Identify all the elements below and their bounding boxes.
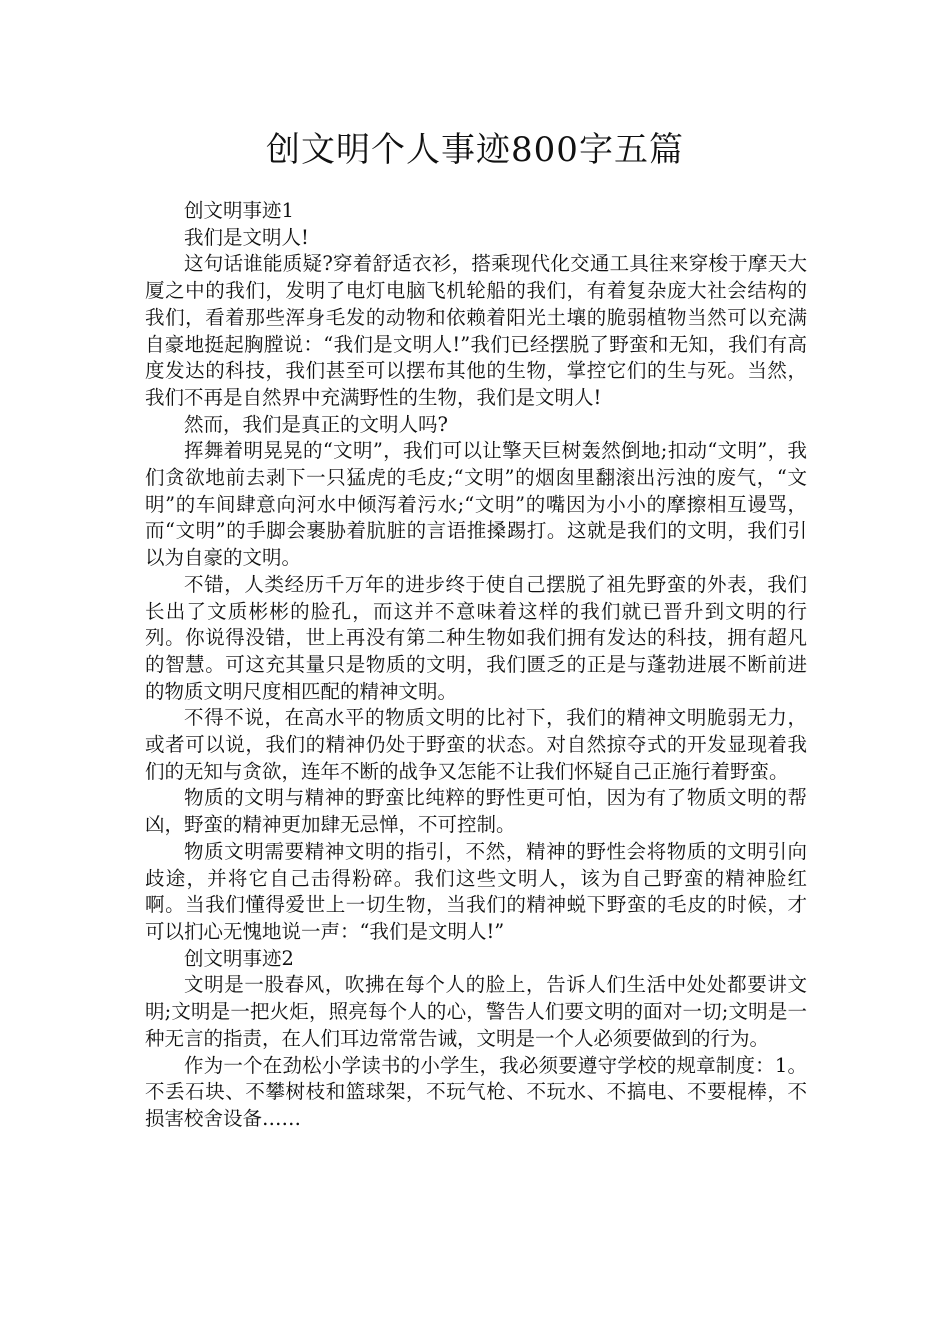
paragraph: 不错，人类经历千万年的进步终于使自己摆脱了祖先野蛮的外表，我们长出了文质彬彬的脸孔，而这并不意味着这样的我们就已晋升到文明的行列。你说得没错，世上再没有第二种生物如我们拥有发达的科技，拥有超凡的智慧。可这充其量只是物质的文明，我们匮乏的正是与蓬勃进展不断前进的物质文明尺度相匹配的精神文明。	[145, 572, 807, 703]
paragraph: 作为一个在劲松小学读书的小学生，我必须要遵守学校的规章制度：1。不丢石块、不攀树枝和篮球架，不玩气枪、不玩水、不搞电、不要棍棒，不损害校舍设备……	[145, 1053, 807, 1130]
paragraph: 然而，我们是真正的文明人吗?	[184, 412, 448, 436]
paragraph: 我们是文明人!	[184, 225, 309, 249]
paragraph: 挥舞着明晃晃的“文明”，我们可以让擎天巨树轰然倒地;扣动“文明”，我们贪欲地前去剥下一只猛虎的毛皮;“文明”的烟囱里翻滚出污浊的废气，“文明”的车间肆意向河水中倾泻着污水;“文明”的嘴因为小小的摩擦相互谩骂，而“文明”的手脚会裹胁着肮脏的言语推搡踢打。这就是我们的文明，我们引以为自豪的文明。	[145, 439, 807, 570]
paragraph: 物质文明需要精神文明的指引，不然，精神的野性会将物质的文明引向歧途，并将它自己击得粉碎。我们这些文明人，该为自己野蛮的精神脸红啊。当我们懂得爱世上一切生物，当我们的精神蜕下野蛮的毛皮的时候，才可以扪心无愧地说一声：“我们是文明人!”	[145, 839, 807, 943]
document-body	[145, 198, 807, 1133]
paragraph: 文明是一股春风，吹拂在每个人的脸上，告诉人们生活中处处都要讲文明;文明是一把火炬，照亮每个人的心，警告人们要文明的面对一切;文明是一种无言的指责，在人们耳边常常告诫，文明是一个人必须要做到的行为。	[145, 973, 807, 1050]
section-heading-2: 创文明事迹2	[184, 946, 294, 970]
paragraph: 不得不说，在高水平的物质文明的比衬下，我们的精神文明脆弱无力，或者可以说，我们的精神仍处于野蛮的状态。对自然掠夺式的开发显现着我们的无知与贪欲，连年不断的战争又怎能不让我们怀疑自己正施行着野蛮。	[145, 706, 807, 783]
document-title: 创文明个人事迹800字五篇	[266, 130, 684, 170]
section-heading-1: 创文明事迹1	[184, 199, 294, 222]
paragraph: 物质的文明与精神的野蛮比纯粹的野性更可怕，因为有了物质文明的帮凶，野蛮的精神更加肆无忌惮，不可控制。	[145, 786, 807, 837]
paragraph: 这句话谁能质疑?穿着舒适衣衫，搭乘现代化交通工具往来穿梭于摩天大厦之中的我们，发明了电灯电脑飞机轮船的我们，有着复杂庞大社会结构的我们，看着那些浑身毛发的动物和依赖着阳光土壤的脆弱植物当然可以充满自豪地挺起胸膛说：“我们是文明人!”我们已经摆脱了野蛮和无知，我们有高度发达的科技，我们甚至可以摆布其他的生物，掌控它们的生与死。当然，我们不再是自然界中充满野性的生物，我们是文明人!	[145, 252, 807, 409]
